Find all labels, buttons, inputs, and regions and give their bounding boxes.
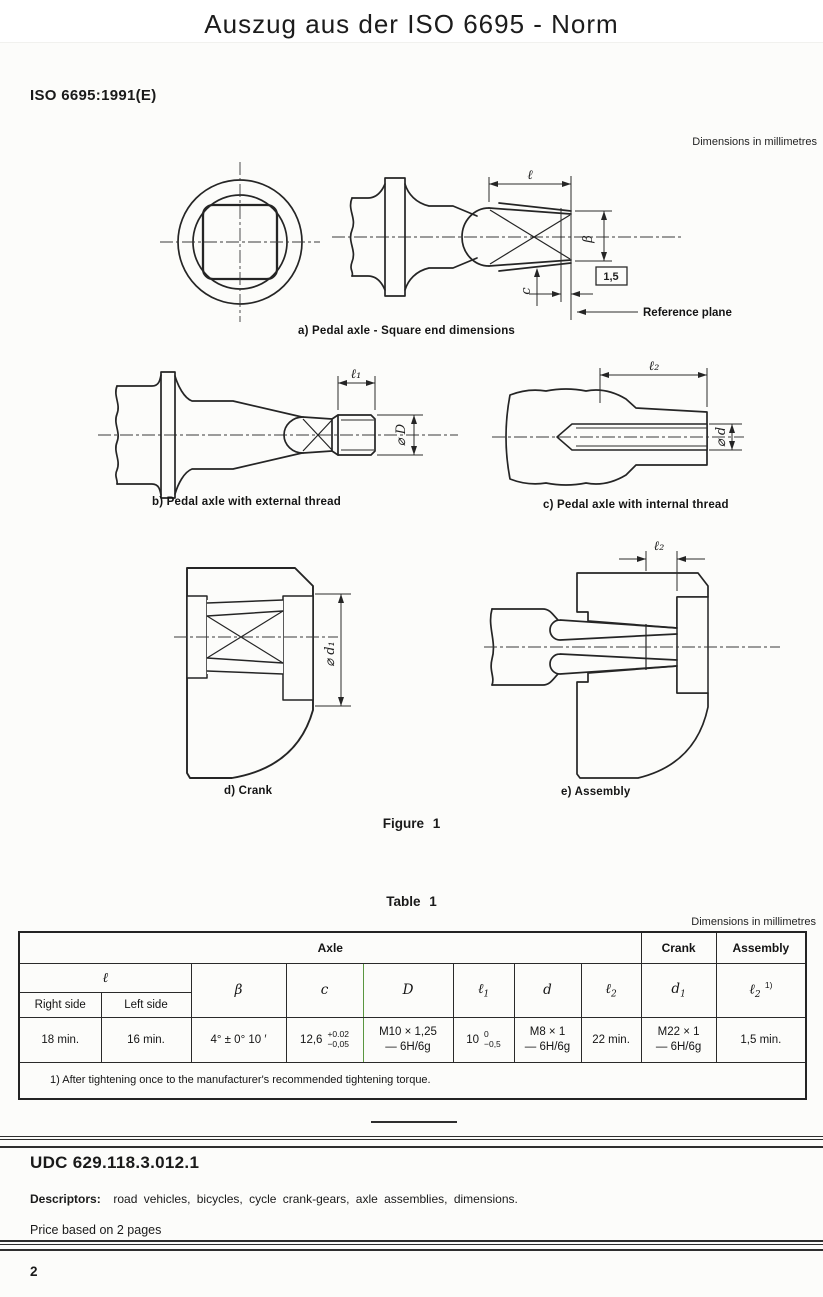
table-col-l1: ℓ$_1$ xyxy=(453,963,514,1017)
figure-1-title: Figure 1 xyxy=(382,816,441,831)
table-cell-beta: 4° ± 0° 10 ′ xyxy=(191,1017,286,1062)
table-subcol-right-side: Right side xyxy=(19,992,101,1017)
table-group-crank: Crank xyxy=(641,932,716,963)
dim-label-d: ⌀ d xyxy=(714,426,729,448)
dim-label-l1: ℓ₁ xyxy=(350,367,362,382)
table-cell-l1: 10 0 −0,5 xyxy=(453,1017,514,1062)
table-cell-c: 12,6 +0.02 −0,05 xyxy=(286,1017,363,1062)
divider-line xyxy=(0,1139,823,1140)
dimensions-note-top: Dimensions in millimetres xyxy=(692,136,817,148)
table-col-d1: $d_1$ xyxy=(641,963,716,1017)
dimensions-note-table: Dimensions in millimetres xyxy=(691,916,816,928)
table-subcol-left-side: Left side xyxy=(101,992,191,1017)
figure-e-drawing xyxy=(480,535,810,805)
reference-plane-label: Reference plane xyxy=(643,307,732,319)
divider-line xyxy=(0,1136,823,1137)
table-cell-l2: 22 min. xyxy=(581,1017,641,1062)
table-col-d: d xyxy=(514,963,581,1017)
ref-plane-offset-box: 1,5 xyxy=(603,271,619,283)
dim-label-l2: ℓ₂ xyxy=(648,359,660,374)
bore-wall-section xyxy=(677,597,708,693)
figure-c-caption: c) Pedal axle with internal thread xyxy=(543,499,729,511)
table-1-title: Table 1 xyxy=(386,894,437,909)
figure-e-caption: e) Assembly xyxy=(561,786,631,798)
table-col-l: ℓ xyxy=(19,963,191,992)
dim-label-beta: β xyxy=(581,235,596,243)
dim-label-c: c xyxy=(519,287,534,295)
bore-wall-right xyxy=(283,596,313,700)
dim-label-d1: ⌀ d₁ xyxy=(323,641,338,667)
table-cell-l-left: 16 min. xyxy=(101,1017,191,1062)
descriptors-line xyxy=(30,1192,518,1206)
udc-number: UDC 629.118.3.012.1 xyxy=(30,1153,200,1172)
table-cell-D: M10 × 1,25 — 6H/6g xyxy=(363,1017,453,1062)
divider-line xyxy=(0,1249,823,1251)
page-title: Auszug aus der ISO 6695 - Norm xyxy=(204,9,619,39)
figure-d-caption: d) Crank xyxy=(224,785,273,797)
standard-reference: ISO 6695:1991(E) xyxy=(30,87,157,104)
table-footnote: 1) After tightening once to the manufacturer's recommended tightening torque. xyxy=(19,1062,806,1099)
figure-b-caption: b) Pedal axle with external thread xyxy=(152,496,341,508)
dim-label-l2-assembly: ℓ₂ xyxy=(653,539,665,554)
table-cell-d: M8 × 1 — 6H/6g xyxy=(514,1017,581,1062)
pedal-axle-end-view xyxy=(160,162,320,322)
figure-c-drawing xyxy=(480,355,820,520)
divider-line xyxy=(0,1244,823,1245)
table-cell-l-right: 18 min. xyxy=(19,1017,101,1062)
figure-a-caption: a) Pedal axle - Square end dimensions xyxy=(298,325,516,337)
table-col-l2: ℓ$_2$ xyxy=(581,963,641,1017)
separator-short-line xyxy=(371,1121,457,1123)
figure-a-drawing xyxy=(100,150,732,345)
pedal-axle-side-view xyxy=(332,168,732,320)
figure-d-drawing xyxy=(170,560,470,805)
divider-line xyxy=(0,1240,823,1242)
page-number: 2 xyxy=(30,1264,38,1279)
table-col-c: c xyxy=(286,963,363,1017)
dim-label-l: ℓ xyxy=(527,168,533,183)
price-note: Price based on 2 pages xyxy=(30,1223,162,1237)
table-group-axle: Axle xyxy=(19,932,641,963)
dimensions-table xyxy=(18,931,807,1100)
table-cell-d1: M22 × 1 — 6H/6g xyxy=(641,1017,716,1062)
divider-line xyxy=(0,1146,823,1148)
table-group-assembly: Assembly xyxy=(716,932,806,963)
table-cell-l2-assembly: 1,5 min. xyxy=(716,1017,806,1062)
dim-label-D: ⌀ D xyxy=(394,423,409,447)
figure-b-drawing xyxy=(60,360,470,510)
table-col-beta: β xyxy=(191,963,286,1017)
descriptors-label: Descriptors: xyxy=(30,1192,101,1206)
descriptors-text: road vehicles, bicycles, cycle crank-gears, axle assemblies, dimensions. xyxy=(113,1192,518,1206)
table-col-l2-assembly: ℓ$_2$ $^{1)}$ xyxy=(716,963,806,1017)
table-col-D: D xyxy=(363,963,453,1017)
